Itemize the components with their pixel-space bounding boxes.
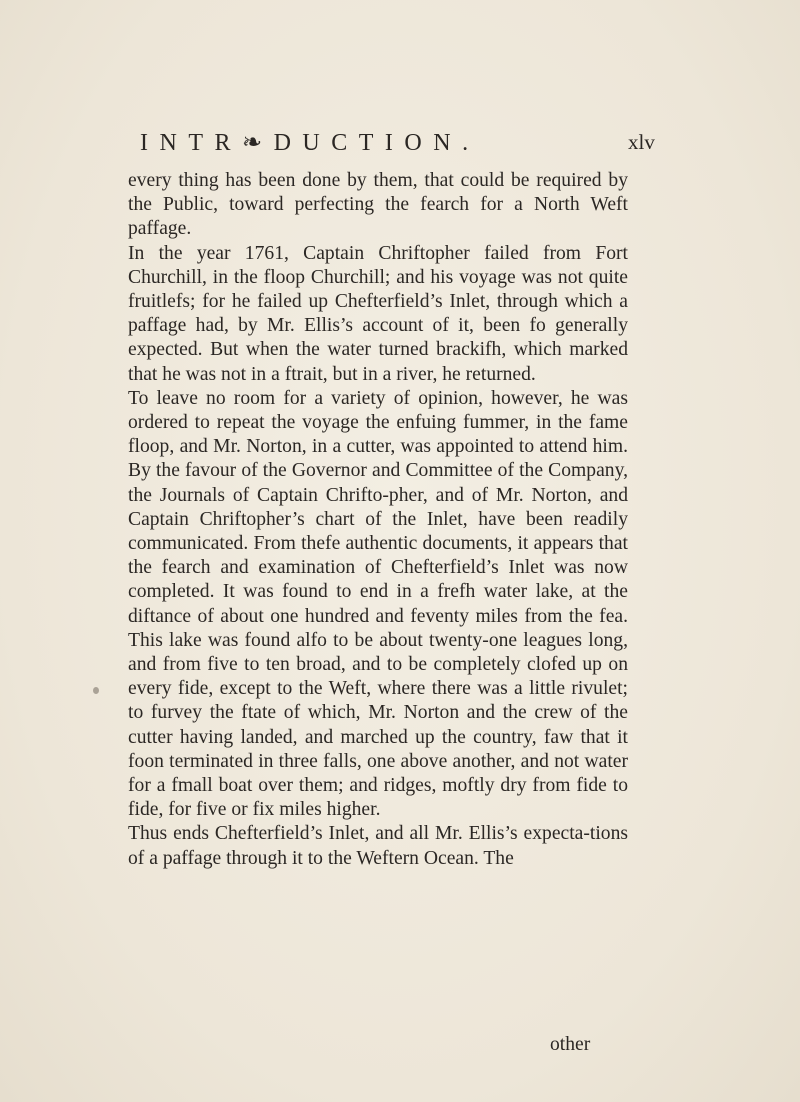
catchword: other [550, 1034, 591, 1055]
running-head-title: INTR❧DUCTION. [140, 130, 480, 156]
body-text [128, 169, 628, 871]
page-number: xlv [628, 130, 655, 154]
paragraph-conclusion: Thus ends Chefterfield’s Inlet, and all Mr. Ellis’s expecta-tions of a paffage through it to the Weftern Ocean. The [128, 823, 628, 869]
paper-spot [93, 687, 99, 694]
running-head [0, 128, 800, 162]
paragraph-second-voyage: To leave no room for a variety of opinion, however, he was ordered to repeat the voyage the enfuing fummer, in the fame floop, and Mr. Norton, in a cutter, was appointed to attend him. By the favour of the Governor and Committee of the Company, the Journals of Captain Chrifto-pher, and of Mr. Norton, and Captain Chriftopher’s chart of the Inlet, have been readily communicated. From thefe authentic documents, it appears that the fearch and examination of Chefterfield’s Inlet was now completed. It was found to end in a frefh water lake, at the diftance of about one hundred and feventy miles from the fea. This lake was found alfo to be about twenty-one leagues long, and from five to ten broad, and to be completely clofed up on every fide, except to the Weft, where there was a little rivulet; to furvey the ftate of which, Mr. Norton and the crew of the cutter having landed, and marched up the country, faw that it foon terminated in three falls, one above another, and not water for a fmall boat over them; and ridges, moftly dry from fide to fide, for five or fix miles higher. [128, 387, 628, 821]
paragraph-christopher-voyage: In the year 1761, Captain Chriftopher failed from Fort Churchill, in the floop Churchill; and his voyage was not quite fruitlefs; for he failed up Chefterfield’s Inlet, through which a paffage had, by Mr. Ellis’s account of it, been fo generally expected. But when the water turned brackifh, which marked that he was not in a ftrait, but in a river, he returned. [128, 242, 628, 385]
paragraph-continuation: every thing has been done by them, that could be required by the Public, toward perfecting the fearch for a North Weft paffage. [128, 170, 628, 240]
